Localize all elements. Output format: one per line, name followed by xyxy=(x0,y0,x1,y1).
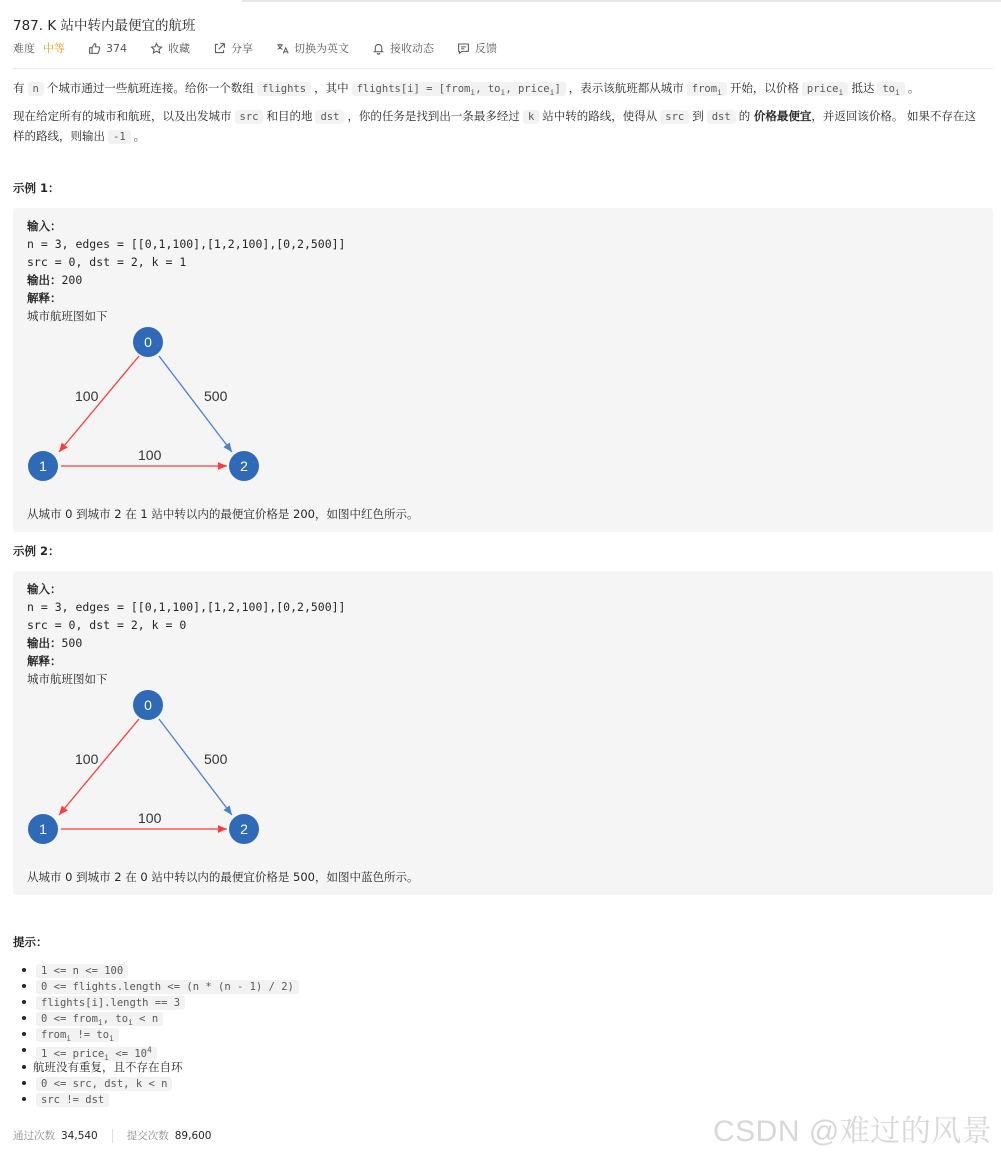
stats-divider xyxy=(112,1129,113,1143)
thumbs-up-icon xyxy=(88,42,101,55)
text: 现在给定所有的城市和航班，以及出发城市 xyxy=(13,109,232,123)
favorite-button[interactable] xyxy=(150,40,190,56)
inline-code: from$_i$ != $to_i$ xyxy=(36,1028,119,1042)
inline-code: from$_i$ xyxy=(687,82,727,96)
inline-code: 0 <= src, dst, k < n xyxy=(36,1077,172,1091)
example-1-io xyxy=(27,217,346,325)
text: 有 xyxy=(13,81,25,95)
inline-code: src != dst xyxy=(36,1093,109,1107)
input-line-2: src = 0, dst = 2, k = 0 xyxy=(27,618,187,632)
output-value: 500 xyxy=(61,636,83,650)
description-paragraph-1 xyxy=(13,79,993,102)
submission-stats xyxy=(13,1128,212,1143)
text: 。 xyxy=(133,129,146,143)
edge-0-2 xyxy=(159,356,232,452)
feedback-button[interactable] xyxy=(457,40,497,56)
constraints-list xyxy=(33,962,299,1107)
flight-graph-1 xyxy=(27,326,267,486)
text: 到 xyxy=(692,109,704,123)
graph-caption: 城市航班图如下 xyxy=(27,672,108,686)
translate-label: 切换为英文 xyxy=(294,42,349,55)
subscribe-button[interactable] xyxy=(372,40,434,56)
inline-code: flights[i].length == 3 xyxy=(36,996,185,1010)
example-1-block xyxy=(13,208,993,532)
constraint-item xyxy=(33,1010,299,1026)
submitted-label: 提交次数 xyxy=(126,1130,169,1142)
explain-label: 解释： xyxy=(27,291,62,305)
inline-code: 1 <= price$_i$ <= $10^4$ xyxy=(36,1047,157,1061)
inline-code: -1 xyxy=(108,130,131,144)
subscribe-label: 接收动态 xyxy=(390,42,434,55)
watermark: CSDN @难过的风景 xyxy=(713,1115,993,1148)
submitted-count: 89,600 xyxy=(174,1129,212,1142)
edge-label-0-1: 100 xyxy=(75,751,99,767)
text: 。 xyxy=(907,81,920,95)
text: ，表示该航班都从城市 xyxy=(568,81,684,95)
inline-code: $to_i$ xyxy=(877,82,904,96)
problem-title: 787. K 站中转内最便宜的航班 xyxy=(13,18,196,34)
feedback-icon xyxy=(457,42,470,55)
text: 样的路线，则输出 xyxy=(13,129,105,143)
city-node-0-label: 0 xyxy=(144,697,152,713)
translate-icon xyxy=(276,42,289,55)
edge-0-2 xyxy=(159,719,232,815)
output-value: 200 xyxy=(61,273,83,287)
inline-code: price$_i$ xyxy=(802,82,848,96)
inline-code: dst xyxy=(707,110,736,124)
text: 开始，以价格 xyxy=(729,81,799,95)
example-1-conclusion: 从城市 0 到城市 2 在 1 站中转以内的最便宜价格是 200，如图中红色所示。 xyxy=(27,507,419,521)
favorite-label: 收藏 xyxy=(168,42,190,55)
inline-code: flights[i] = [from$_i$, $to_i$, price$_i$] xyxy=(352,82,566,96)
example-2-block xyxy=(13,571,993,895)
top-border xyxy=(242,0,1001,2)
input-label: 输入： xyxy=(27,582,62,596)
text: 和目的地 xyxy=(266,109,313,123)
feedback-label: 反馈 xyxy=(475,42,497,55)
text: 抵达 xyxy=(851,81,875,95)
difficulty-badge: 中等 xyxy=(43,42,65,55)
graph-caption: 城市航班图如下 xyxy=(27,309,108,323)
constraint-item xyxy=(33,1091,299,1107)
edge-label-0-2: 500 xyxy=(204,751,228,767)
bell-icon xyxy=(372,42,385,55)
inline-code: src xyxy=(235,110,264,124)
inline-code: 0 <= from$_i$, $to_i < n$ xyxy=(36,1012,163,1026)
example-2-conclusion: 从城市 0 到城市 2 在 0 站中转以内的最便宜价格是 500，如图中蓝色所示。 xyxy=(27,870,419,884)
output-label: 输出： xyxy=(27,636,62,650)
input-line-1: n = 3, edges = [[0,1,100],[1,2,100],[0,2,500]] xyxy=(27,237,346,251)
text: ，你的任务是找到出一条最多经过 xyxy=(347,109,520,123)
city-node-1-label: 1 xyxy=(39,821,47,837)
share-icon xyxy=(213,42,226,55)
like-count: 374 xyxy=(106,41,127,55)
edge-label-0-1: 100 xyxy=(75,388,99,404)
constraint-item xyxy=(33,978,299,994)
constraint-item xyxy=(33,1042,299,1063)
text: 站中转的路线，使得从 xyxy=(542,109,658,123)
inline-code: flights xyxy=(257,82,311,96)
description-paragraph-2 xyxy=(13,107,993,147)
inline-code: 1 <= n <= 100 xyxy=(36,964,128,978)
inline-code: 0 <= flights.length <= (n * (n - 1) / 2) xyxy=(36,980,299,994)
city-node-1-label: 1 xyxy=(39,458,47,474)
inline-code: src xyxy=(660,110,689,124)
constraint-item xyxy=(33,994,299,1010)
output-label: 输出： xyxy=(27,273,62,287)
flight-graph-2 xyxy=(27,689,267,849)
edge-0-1 xyxy=(59,719,139,815)
accepted-label: 通过次数 xyxy=(13,1130,55,1142)
share-button[interactable] xyxy=(213,40,253,56)
edge-label-1-2: 100 xyxy=(138,447,162,463)
constraint-item xyxy=(33,962,299,978)
text: ，并返回该价格。 如果不存在这 xyxy=(811,109,977,123)
example-2-heading: 示例 2： xyxy=(13,544,60,558)
header-divider xyxy=(13,68,993,69)
constraint-item xyxy=(33,1026,299,1042)
constraint-text: 航班没有重复，且不存在自环 xyxy=(33,1059,183,1074)
example-2-io xyxy=(27,580,346,688)
city-node-2-label: 2 xyxy=(240,821,248,837)
accepted-count: 34,540 xyxy=(61,1129,98,1142)
inline-code: n xyxy=(28,82,44,96)
text: 个城市通过一些航班连接。给你一个数组 xyxy=(46,81,254,95)
explain-label: 解释： xyxy=(27,654,62,668)
constraints-heading: 提示： xyxy=(13,935,48,949)
meta-bar xyxy=(13,40,520,56)
translate-button[interactable] xyxy=(276,40,349,56)
emphasis: 价格最便宜 xyxy=(753,109,812,123)
input-line-1: n = 3, edges = [[0,1,100],[1,2,100],[0,2,500]] xyxy=(27,600,346,614)
input-label: 输入： xyxy=(27,219,62,233)
edge-label-1-2: 100 xyxy=(138,810,162,826)
edge-0-1 xyxy=(59,356,139,452)
example-1-heading: 示例 1： xyxy=(13,181,60,195)
star-icon xyxy=(150,42,163,55)
share-label: 分享 xyxy=(231,42,253,55)
constraint-item xyxy=(33,1059,299,1075)
difficulty-label: 难度 xyxy=(13,42,35,55)
constraint-item xyxy=(33,1075,299,1091)
inline-code: k xyxy=(523,110,539,124)
inline-code: dst xyxy=(315,110,344,124)
city-node-2-label: 2 xyxy=(240,458,248,474)
input-line-2: src = 0, dst = 2, k = 1 xyxy=(27,255,187,269)
text: ，其中 xyxy=(314,81,349,95)
like-button[interactable] xyxy=(88,42,127,55)
text: 的 xyxy=(738,109,751,123)
edge-label-0-2: 500 xyxy=(204,388,228,404)
city-node-0-label: 0 xyxy=(144,334,152,350)
